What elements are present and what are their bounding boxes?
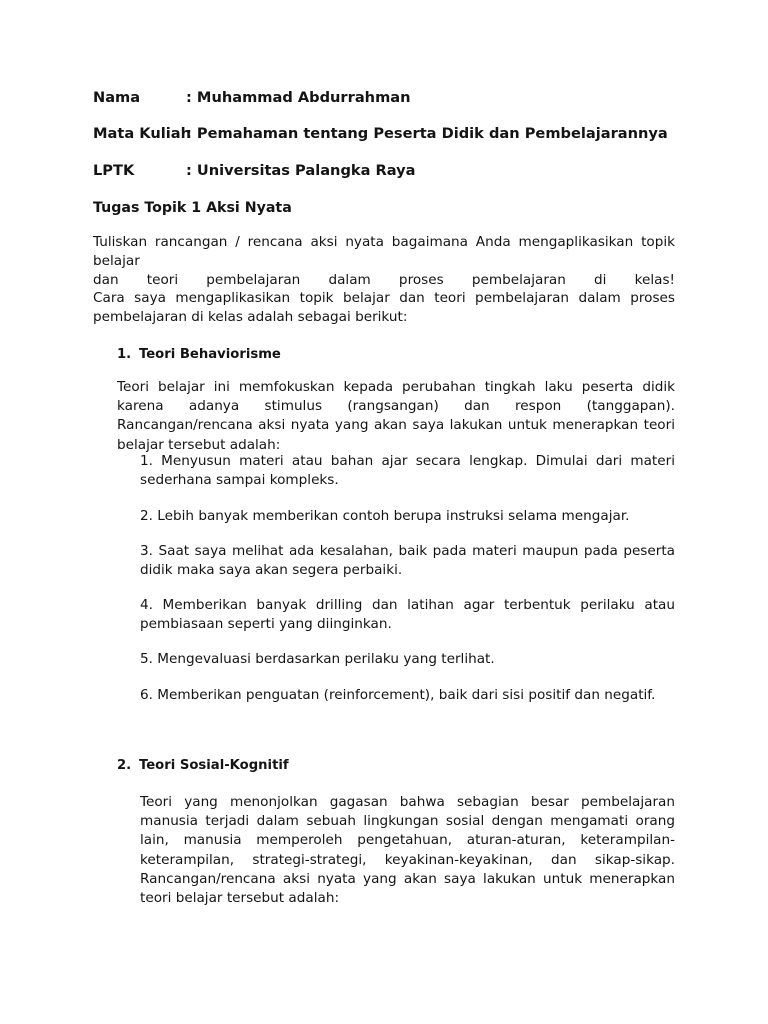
section-number: 1. [117, 347, 132, 362]
name-value: : Muhammad Abdurrahman [186, 89, 411, 106]
section-title: Teori Behaviorisme [139, 347, 281, 362]
intro-paragraph: Cara saya mengaplikasikan topik belajar dan teori pembelajaran dalam proses pembelajaran di kelas adalah sebagai berikut: [93, 290, 675, 326]
list-item: 2. Lebih banyak memberikan contoh berupa instruksi selama mengajar. [140, 508, 630, 524]
list-item: 3. Saat saya melihat ada kesalahan, baik pada materi maupun pada peserta didik maka saya akan segera perbaiki. [140, 543, 675, 579]
list-item: 4. Memberikan banyak drilling dan latihan agar terbentuk perilaku atau pembiasaan seperti yang diinginkan. [140, 597, 675, 633]
course-label: Mata Kuliah [93, 125, 191, 142]
course-value: : Pemahaman tentang Peserta Didik dan Pembelajarannya [186, 125, 668, 142]
name-label: Nama [93, 89, 141, 106]
list-item: 6. Memberikan penguatan (reinforcement), baik dari sisi positif dan negatif. [140, 687, 656, 703]
section-1-heading [117, 346, 281, 363]
section-2-heading [117, 757, 289, 774]
lptk-row [93, 162, 416, 180]
instruction-line-2: dan teori pembelajaran dalam proses pembelajaran di kelas! [93, 272, 675, 289]
lptk-label: LPTK [93, 162, 135, 179]
course-row [93, 125, 668, 143]
list-item: 1. Menyusun materi atau bahan ajar secara lengkap. Dimulai dari materi sederhana sampai kompleks. [140, 453, 675, 489]
name-row [93, 89, 411, 107]
instruction-line-1: Tuliskan rancangan / rencana aksi nyata bagaimana Anda mengaplikasikan topik belajar [93, 234, 675, 270]
section-title: Teori Sosial-Kognitif [139, 758, 289, 773]
assignment-title: Tugas Topik 1 Aksi Nyata [93, 200, 292, 216]
section-number: 2. [117, 758, 132, 773]
instruction-paragraph [93, 233, 675, 291]
lptk-value: : Universitas Palangka Raya [186, 162, 416, 179]
section-2-description: Teori yang menonjolkan gagasan bahwa sebagian besar pembelajaran manusia terjadi dalam sebuah lingkungan sosial dengan mengamati orang lain, manusia memperoleh pengetahuan, aturan-aturan, keterampilan-keterampilan, strategi-strategi, keyakinan-keyakinan, dan sikap-sikap. Rancangan/rencana aksi nyata yang akan saya lakukan untuk menerapkan teori belajar tersebut adalah: [140, 794, 675, 907]
list-item: 5. Mengevaluasi berdasarkan perilaku yang terlihat. [140, 651, 495, 667]
section-1-description: Teori belajar ini memfokuskan kepada perubahan tingkah laku peserta didik karena adanya stimulus (rangsangan) dan respon (tanggapan). Rancangan/rencana aksi nyata yang akan saya lakukan untuk menerapkan teori belajar tersebut adalah: [117, 379, 675, 453]
